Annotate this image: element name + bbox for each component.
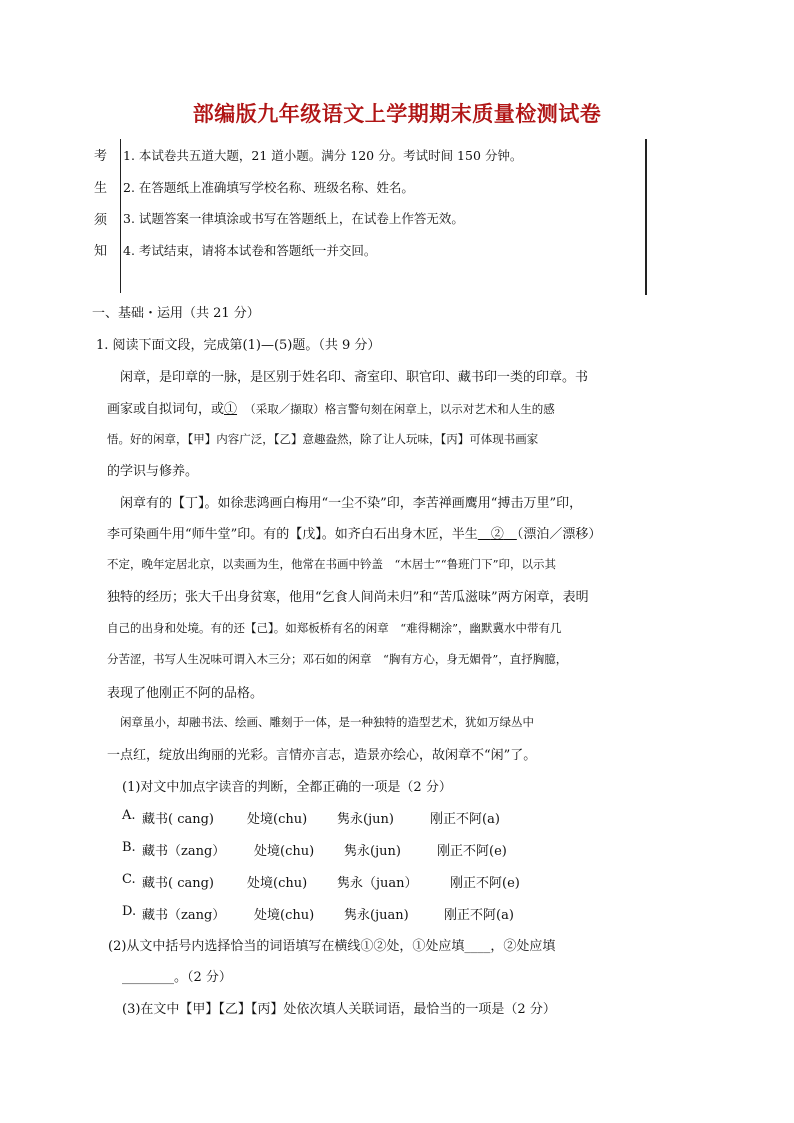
passage-line: 闲章有的【丁】。如徐悲鸿画白梅用“一尘不染”印，李苦禅画鹰用“搏击万里”印， (120, 496, 583, 511)
question-1-intro: 1. 阅读下面文段，完成第(1)—(5)题。（共 9 分） (96, 338, 381, 353)
notice-divider (120, 139, 121, 293)
blank-2: ② (490, 527, 504, 542)
blank-1: ① (224, 402, 238, 417)
passage-text: （漂泊／漂移） (516, 527, 602, 542)
notice-side-char: 生 (94, 181, 108, 196)
answer-blank[interactable]: ________ (122, 970, 174, 985)
passage-line: 的学识与修养。 (107, 464, 199, 479)
passage-line: 独特的经历；张大千出身贫寒，他用“乞食人间尚未归”和“苦瓜滋味”两方闲章，表明 (107, 590, 589, 605)
notice-item: 4. 考试结束，请将本试卷和答题纸一并交回。 (123, 243, 377, 258)
exam-notice-box (88, 139, 648, 295)
passage-line: 闲章虽小，却融书法、绘画、雕刻于一体，是一种独特的造型艺术，犹如万绿丛中 (120, 715, 534, 729)
passage-line: 表现了他刚正不阿的品格。 (107, 686, 264, 701)
passage-text: 李可染画牛用“师牛堂”印。有的【戊】。如齐白石出身木匠，半生 (107, 527, 478, 542)
passage-line: 一点红，绽放出绚丽的光彩。言情亦言志，造景亦绘心，故闲章不“闲”了。 (107, 748, 537, 763)
question-1-1-stem: (1)对文中加点字读音的判断，全都正确的一项是（2 分） (122, 780, 452, 795)
notice-side-char: 须 (94, 213, 108, 228)
passage-text: 画家或自拟词句，或 (107, 402, 225, 417)
passage-line: 自己的出身和处境。有的还【己】。如郑板桥有名的闲章 “难得糊涂”，幽默冀水中带有几 (107, 621, 562, 635)
passage-line: 闲章，是印章的一脉，是区别于姓名印、斋室印、职官印、藏书印一类的印章。书 (120, 370, 589, 385)
notice-border-right (645, 139, 647, 295)
passage-line (107, 523, 601, 542)
passage-line: 分苦涩，书写人生况味可谓入木三分；邓石如的闲章 “胸有方心，身无媚骨”，直抒胸臆， (107, 652, 568, 666)
notice-side-char: 考 (94, 149, 108, 164)
notice-item: 3. 试题答案一律填涂或书写在答题纸上，在试卷上作答无效。 (123, 211, 464, 226)
question-1-3-stem: (3)在文中【甲】【乙】【丙】处依次填人关联词语，最恰当的一项是（2 分） (122, 1002, 556, 1017)
section-heading: 一、基础・运用（共 21 分） (92, 306, 260, 321)
passage-text: （采取／撷取）格言警句刻在闲章上，以示对艺术和人生的感 (250, 402, 555, 416)
notice-side-char: 知 (94, 244, 108, 259)
notice-item: 1. 本试卷共五道大题，21 道小题。满分 120 分。考试时间 150 分钟。 (123, 148, 523, 163)
passage-line: 不定，晚年定居北京，以卖画为生，他常在书画中钤盖 “木居士”“鲁班门下”印，以示其 (107, 557, 557, 571)
notice-item: 2. 在答题纸上准确填写学校名称、班级名称、姓名。 (123, 180, 414, 195)
passage-line (107, 398, 555, 417)
passage-line: 悟。好的闲章，【甲】内容广泛，【乙】意趣盎然，除了让人玩味，【丙】可体现书画家 (107, 432, 539, 446)
question-1-2-stem-cont: ________。（2 分） (122, 970, 232, 985)
exam-title: 部编版九年级语文上学期期末质量检测试卷 (192, 102, 602, 126)
question-1-2-stem: (2)从文中括号内选择恰当的词语填写在横线①②处，①处应填____，②处应填 (108, 939, 556, 954)
answer-blank[interactable]: ____ (464, 939, 491, 954)
